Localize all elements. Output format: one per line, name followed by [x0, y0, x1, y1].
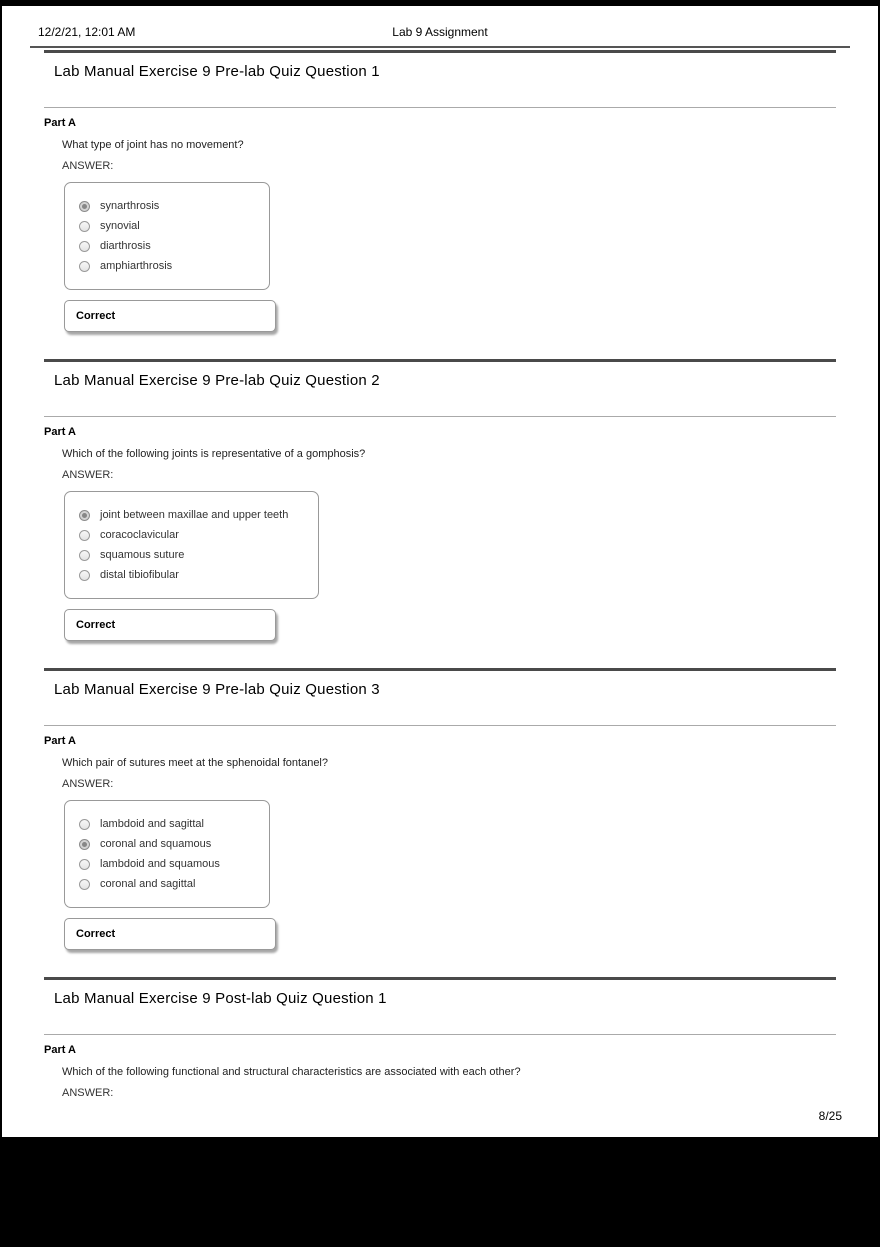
options-group	[64, 491, 319, 599]
question-text: What type of joint has no movement?	[62, 139, 244, 151]
options-group	[64, 182, 270, 290]
question-block-4	[44, 977, 836, 1099]
part-section	[44, 416, 836, 647]
printed-page	[2, 6, 878, 1137]
part-label: Part A	[44, 735, 76, 747]
part-section	[44, 107, 836, 338]
answer-label: ANSWER:	[62, 1087, 114, 1099]
question-block-1	[44, 50, 836, 338]
radio-button[interactable]	[79, 859, 90, 870]
page-content	[44, 50, 836, 1099]
radio-option[interactable]	[79, 220, 239, 232]
part-label: Part A	[44, 1044, 76, 1056]
radio-option[interactable]	[79, 878, 239, 890]
option-label: diarthrosis	[100, 240, 151, 252]
radio-button[interactable]	[79, 510, 90, 521]
radio-button[interactable]	[79, 879, 90, 890]
part-label: Part A	[44, 426, 76, 438]
answer-label: ANSWER:	[62, 778, 114, 790]
option-label: synovial	[100, 220, 140, 232]
question-text: Which of the following functional and structural characteristics are associated with each other?	[62, 1066, 521, 1078]
page-number: 8/25	[818, 1109, 842, 1123]
question-title: Lab Manual Exercise 9 Pre-lab Quiz Question 2	[54, 372, 380, 389]
answer-label: ANSWER:	[62, 469, 114, 481]
answer-label: ANSWER:	[62, 160, 114, 172]
radio-option[interactable]	[79, 818, 239, 830]
result-badge: Correct	[64, 609, 276, 641]
radio-option[interactable]	[79, 858, 239, 870]
radio-option[interactable]	[79, 838, 239, 850]
option-label: amphiarthrosis	[100, 260, 173, 272]
radio-button[interactable]	[79, 819, 90, 830]
option-label: lambdoid and squamous	[100, 858, 220, 870]
option-label: squamous suture	[100, 549, 185, 561]
radio-option[interactable]	[79, 529, 288, 541]
result-badge: Correct	[64, 300, 276, 332]
question-block-3	[44, 668, 836, 956]
question-title: Lab Manual Exercise 9 Pre-lab Quiz Question 3	[54, 681, 380, 698]
option-label: distal tibiofibular	[100, 569, 179, 581]
option-label: synarthrosis	[100, 200, 160, 212]
radio-button[interactable]	[79, 241, 90, 252]
option-label: joint between maxillae and upper teeth	[100, 509, 289, 521]
radio-button[interactable]	[79, 839, 90, 850]
radio-option[interactable]	[79, 509, 288, 521]
page-header	[30, 6, 850, 48]
option-label: lambdoid and sagittal	[100, 818, 204, 830]
radio-option[interactable]	[79, 260, 239, 272]
header-date: 12/2/21, 12:01 AM	[38, 25, 136, 39]
option-label: coronal and sagittal	[100, 878, 196, 890]
part-label: Part A	[44, 117, 76, 129]
radio-button[interactable]	[79, 530, 90, 541]
radio-option[interactable]	[79, 569, 288, 581]
radio-button[interactable]	[79, 550, 90, 561]
question-text: Which pair of sutures meet at the sphenoidal fontanel?	[62, 757, 328, 769]
radio-option[interactable]	[79, 549, 288, 561]
option-label: coronal and squamous	[100, 838, 212, 850]
option-label: coracoclavicular	[100, 529, 179, 541]
radio-button[interactable]	[79, 570, 90, 581]
options-group	[64, 800, 270, 908]
radio-button[interactable]	[79, 261, 90, 272]
result-badge: Correct	[64, 918, 276, 950]
part-section	[44, 725, 836, 956]
part-section	[44, 1034, 836, 1099]
question-title: Lab Manual Exercise 9 Pre-lab Quiz Question 1	[54, 63, 380, 80]
question-text: Which of the following joints is representative of a gomphosis?	[62, 448, 366, 460]
question-title: Lab Manual Exercise 9 Post-lab Quiz Question 1	[54, 990, 387, 1007]
question-block-2	[44, 359, 836, 647]
radio-button[interactable]	[79, 221, 90, 232]
radio-button[interactable]	[79, 201, 90, 212]
radio-option[interactable]	[79, 240, 239, 252]
header-title: Lab 9 Assignment	[392, 25, 488, 39]
radio-option[interactable]	[79, 200, 239, 212]
